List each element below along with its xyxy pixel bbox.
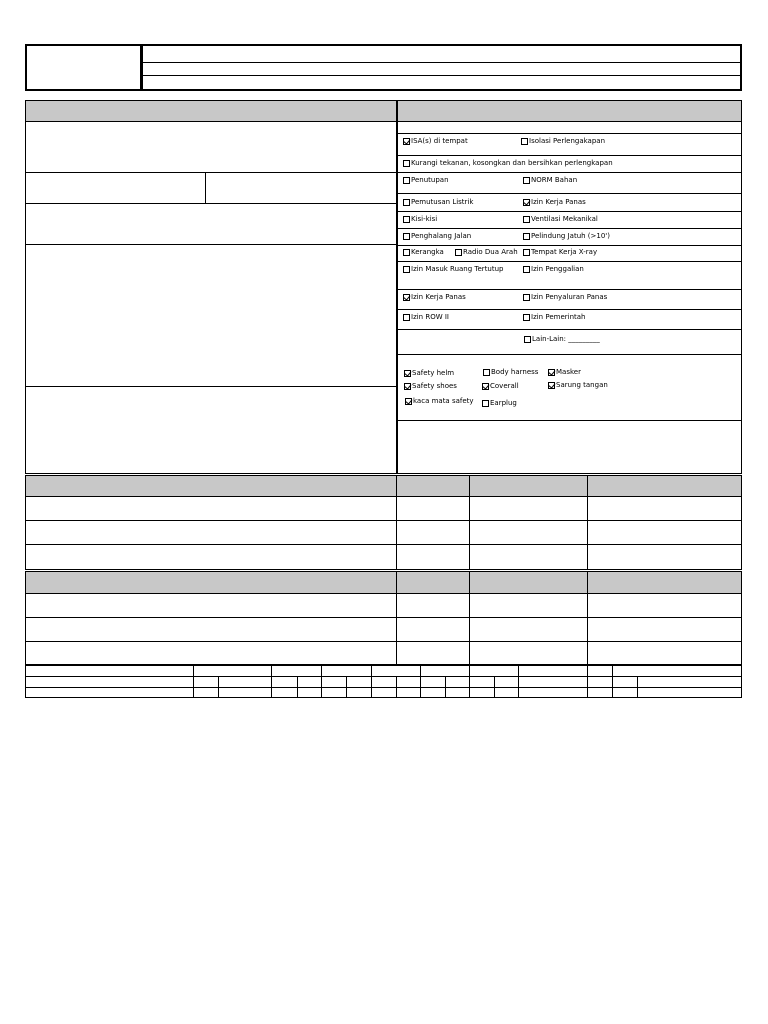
footer-col-divider xyxy=(371,665,372,698)
check-label: ISA(s) di tempat xyxy=(411,137,468,145)
footer-grid xyxy=(25,665,742,698)
check-label: Izin Penyaluran Panas xyxy=(531,293,608,301)
header-row-divider xyxy=(142,75,741,76)
checkbox[interactable] xyxy=(523,216,530,223)
footer-col-divider xyxy=(321,665,322,698)
footer-col-divider xyxy=(193,665,194,698)
check-label: Penghalang Jalan xyxy=(411,232,472,240)
footer-row-divider xyxy=(25,687,742,688)
checkbox[interactable] xyxy=(403,266,410,273)
check-item-izin-row[interactable] xyxy=(403,313,449,322)
footer-sub-divider xyxy=(396,676,397,698)
left-row-divider xyxy=(25,172,396,173)
checkbox[interactable] xyxy=(403,177,410,184)
check-label: Pemutusan Listrik xyxy=(411,198,474,206)
check-item-norm-bahan[interactable] xyxy=(523,176,577,185)
section-header-bottom xyxy=(25,121,742,122)
ppe-label: Earplug xyxy=(490,399,517,407)
checkbox[interactable] xyxy=(482,400,489,407)
right-row-divider xyxy=(396,354,742,355)
check-item-kurangi-tekanan[interactable] xyxy=(403,159,613,168)
check-item-pelindung-jatuh[interactable] xyxy=(523,232,610,241)
right-row-divider xyxy=(396,420,742,421)
table-row-divider xyxy=(25,496,742,497)
checkbox[interactable] xyxy=(548,369,555,376)
ppe-item-coverall[interactable] xyxy=(482,382,519,391)
header-title-box xyxy=(141,44,742,91)
table-col-divider xyxy=(469,475,470,570)
footer-col-divider xyxy=(518,665,519,698)
checkbox[interactable] xyxy=(404,383,411,390)
footer-col-divider xyxy=(612,665,613,698)
right-row-divider xyxy=(396,245,742,246)
ppe-label: Sarung tangan xyxy=(556,381,608,389)
footer-col-divider xyxy=(469,665,470,698)
ppe-label: Masker xyxy=(556,368,581,376)
ppe-label: kaca mata safety xyxy=(413,397,474,405)
checkbox[interactable] xyxy=(548,382,555,389)
check-label: Kisi-kisi xyxy=(411,215,438,223)
checkbox[interactable] xyxy=(403,314,410,321)
check-item-ventilasi[interactable] xyxy=(523,215,598,224)
checkbox[interactable] xyxy=(403,138,410,145)
checkbox[interactable] xyxy=(523,294,530,301)
check-item-kisi-kisi[interactable] xyxy=(403,215,437,224)
checkbox[interactable] xyxy=(521,138,528,145)
footer-col-divider xyxy=(420,665,421,698)
checkbox[interactable] xyxy=(483,369,490,376)
left-row-divider xyxy=(25,244,396,245)
check-label: Pelindung Jatuh (>10') xyxy=(531,232,610,240)
check-item-radio-dua-arah[interactable] xyxy=(455,248,518,257)
ppe-item-safety-shoes[interactable] xyxy=(404,382,457,391)
table-row-divider xyxy=(25,544,742,545)
check-label: Isolasi Perlengakapan xyxy=(529,137,606,145)
checkbox[interactable] xyxy=(482,383,489,390)
check-label: Izin ROW II xyxy=(411,313,449,321)
checkbox[interactable] xyxy=(455,249,462,256)
right-row-divider xyxy=(396,172,742,173)
footer-sub-divider xyxy=(445,676,446,698)
checkbox[interactable] xyxy=(524,336,531,343)
header-logo-box xyxy=(25,44,142,91)
main-column-divider xyxy=(396,100,398,474)
check-item-penggalian[interactable] xyxy=(523,265,584,274)
right-row-divider xyxy=(396,211,742,212)
table-col-divider xyxy=(396,475,397,570)
check-item-xray[interactable] xyxy=(523,248,597,257)
left-cell-divider xyxy=(205,172,206,204)
checkbox[interactable] xyxy=(403,294,410,301)
ppe-item-safety-helm[interactable] xyxy=(404,369,454,378)
table-row-divider xyxy=(25,617,742,618)
check-item-izin-pemerintah[interactable] xyxy=(523,313,585,322)
table-row-divider xyxy=(25,593,742,594)
footer-col-divider xyxy=(587,665,588,698)
checkbox[interactable] xyxy=(403,199,410,206)
approval-table-1-header xyxy=(26,476,741,496)
checkbox[interactable] xyxy=(404,370,411,377)
left-row-divider xyxy=(25,386,396,387)
right-row-divider xyxy=(396,329,742,330)
right-row-divider xyxy=(396,133,742,134)
checkbox[interactable] xyxy=(403,160,410,167)
right-row-divider xyxy=(396,228,742,229)
header-row-divider xyxy=(142,62,741,63)
check-item-penyaluran-panas[interactable] xyxy=(523,293,607,302)
right-row-divider xyxy=(396,155,742,156)
checkbox[interactable] xyxy=(403,216,410,223)
right-row-divider xyxy=(396,261,742,262)
ppe-item-sarung-tangan[interactable] xyxy=(548,381,608,390)
ppe-item-masker[interactable] xyxy=(548,368,581,377)
check-item-ruang-tertutup[interactable] xyxy=(403,265,504,274)
ppe-label: Body harness xyxy=(491,368,539,376)
checkbox[interactable] xyxy=(523,314,530,321)
footer-sub-divider xyxy=(637,676,638,698)
checkbox[interactable] xyxy=(523,233,530,240)
table-col-divider xyxy=(587,475,588,570)
checkbox[interactable] xyxy=(523,177,530,184)
footer-sub-divider xyxy=(346,676,347,698)
check-label: NORM Bahan xyxy=(531,176,578,184)
table-row-divider xyxy=(25,520,742,521)
check-label: Izin Penggalian xyxy=(531,265,584,273)
checkbox[interactable] xyxy=(403,249,410,256)
left-section-header xyxy=(26,101,396,121)
right-row-divider xyxy=(396,309,742,310)
check-label: Izin Pemerintah xyxy=(531,313,586,321)
check-item-isolasi[interactable] xyxy=(521,137,605,146)
checkbox[interactable] xyxy=(403,233,410,240)
check-label: Izin Kerja Panas xyxy=(531,198,586,206)
check-label: Ventilasi Mekanikal xyxy=(531,215,598,223)
right-row-divider xyxy=(396,193,742,194)
check-label: Penutupan xyxy=(411,176,449,184)
right-section-header xyxy=(397,101,741,121)
check-item-penutupan[interactable] xyxy=(403,176,449,185)
footer-sub-divider xyxy=(494,676,495,698)
check-item-izin-kerja-panas-2[interactable] xyxy=(403,293,466,302)
check-label: Radio Dua Arah xyxy=(463,248,518,256)
table-col-divider xyxy=(587,571,588,665)
check-item-penghalang-jalan[interactable] xyxy=(403,232,471,241)
table-row-divider xyxy=(25,641,742,642)
right-row-divider xyxy=(396,289,742,290)
check-label: Kerangka xyxy=(411,248,444,256)
ppe-item-earplug[interactable] xyxy=(482,399,517,408)
checkbox[interactable] xyxy=(523,249,530,256)
ppe-label: Safety shoes xyxy=(412,382,457,390)
checkbox[interactable] xyxy=(523,199,530,206)
ppe-label: Safety helm xyxy=(412,369,455,377)
check-label: Lain-Lain: _________ xyxy=(532,335,600,343)
main-section-frame xyxy=(25,100,742,474)
table-col-divider xyxy=(396,571,397,665)
check-item-izin-kerja-panas[interactable] xyxy=(523,198,586,207)
check-label: Kurangi tekanan, kosongkan dan bersihkan perlengkapan xyxy=(411,159,613,167)
check-item-lain-lain[interactable] xyxy=(524,335,600,344)
footer-sub-divider xyxy=(218,676,219,698)
checkbox[interactable] xyxy=(523,266,530,273)
ppe-item-kaca-mata[interactable] xyxy=(405,397,474,406)
footer-sub-divider xyxy=(297,676,298,698)
check-label: Izin Kerja Panas xyxy=(411,293,466,301)
check-label: Izin Masuk Ruang Tertutup xyxy=(411,265,504,273)
ppe-label: Coverall xyxy=(490,382,519,390)
ppe-item-body-harness[interactable] xyxy=(483,368,538,377)
check-item-kerangka[interactable] xyxy=(403,248,444,257)
left-row-divider xyxy=(25,203,396,204)
approval-table-2-header xyxy=(26,572,741,593)
footer-col-divider xyxy=(271,665,272,698)
footer-row-divider xyxy=(25,676,742,677)
table-col-divider xyxy=(469,571,470,665)
checkbox[interactable] xyxy=(405,398,412,405)
check-item-pemutusan-listrik[interactable] xyxy=(403,198,473,207)
check-label: Tempat Kerja X-ray xyxy=(531,248,598,256)
check-item-isa[interactable] xyxy=(403,137,468,146)
